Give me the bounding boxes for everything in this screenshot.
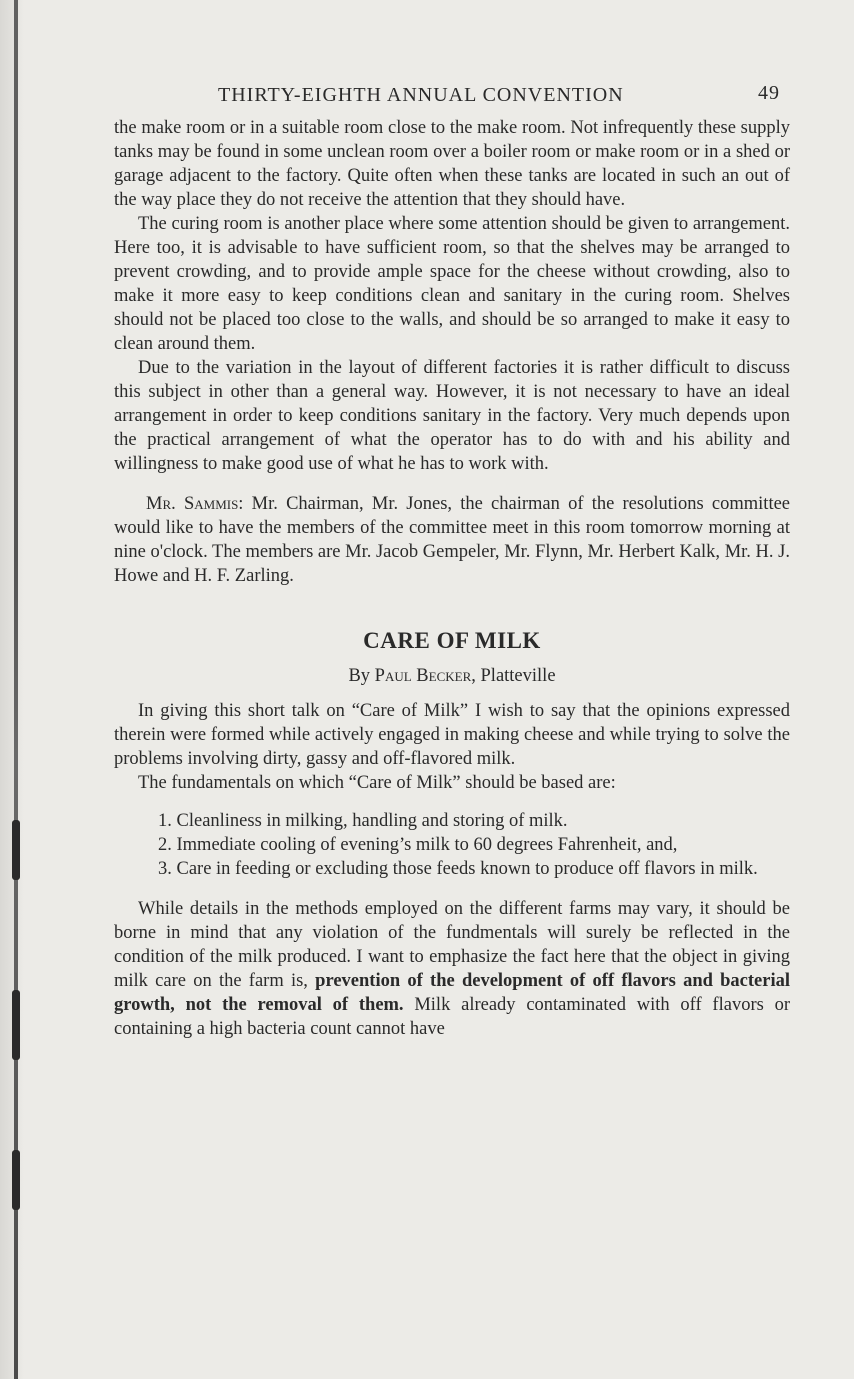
paragraph-supply-tanks: the make room or in a suitable room close to the make room. Not infrequently these supply tanks may be found in some unclean room over a boiler room or make room or in a shed or garage adjacent to the factory. Quite often when these tanks are located in such an out of the way place they do not receive the attention that they should have. (114, 118, 790, 210)
running-title: THIRTY-EIGHTH ANNUAL CONVENTION (218, 84, 624, 106)
book-page (114, 76, 790, 1041)
page-number: 49 (758, 82, 780, 104)
running-header (114, 76, 790, 116)
paragraph-intro: In giving this short talk on “Care of Milk” I wish to say that the opinions expressed therein were formed while actively engaged in making cheese and while trying to solve the problems involving dirty, gassy and off-flavored milk. (114, 701, 790, 769)
page-gutter (0, 0, 24, 1379)
speaker-name: Mr. Sammis: (146, 494, 244, 514)
methods-emphasis: prevention of the development of off flavors and bacterial growth, not the removal of them. (114, 971, 791, 1015)
methods-text-end: Milk already contaminated with off flavors or containing a high bacteria count cannot have (114, 995, 790, 1039)
binding-mark (12, 990, 20, 1060)
byline-prefix: By (348, 666, 371, 686)
list-item: 1. Cleanliness in milking, handling and storing of milk. (158, 811, 568, 831)
article-title: CARE OF MILK (363, 628, 541, 653)
methods-text-start: While details in the methods employed on the different farms may vary, it should be borne in mind that any violation of the fundmentals will surely be reflected in the condition of the milk produced. I want to emphasize the fact here that the object in giving milk care on the farm is, (114, 899, 790, 991)
paragraph-factory-layout: Due to the variation in the layout of different factories it is rather difficult to discuss this subject in other than a general way. However, it is not necessary to have an ideal arrangement in order to keep conditions sanitary in the factory. Very much depends upon the practical arrangement of what the operator has to do with and his ability and willingness to make good use of what he has to work with. (114, 358, 790, 474)
list-item: 2. Immediate cooling of evening’s milk to 60 degrees Fahrenheit, and, (158, 835, 678, 855)
speech-text: Mr. Chairman, Mr. Jones, the chairman of the resolutions committee would like to have the members of the committee meet in this room tomorrow morning at nine o'clock. The members are Mr. Jacob Gempeler, Mr. Flynn, Mr. Herbert Kalk, Mr. H. J. Howe and H. F. Zarling. (114, 494, 791, 586)
author-name: Paul Becker, (374, 666, 476, 686)
paragraph-methods (114, 897, 790, 1041)
paragraph-curing-room: The curing room is another place where some attention should be given to arrangement. Here too, it is advisable to have sufficient room, so that the shelves may be arranged to prevent crowding, and to provide ample space for the cheese without crowding, also to make it more easy to keep conditions clean and sanitary in the curing room. Shelves should not be placed too close to the walls, and should be so arranged to make it easy to clean around them. (114, 214, 790, 354)
list-item: 3. Care in feeding or excluding those feeds known to produce off flavors in milk. (158, 859, 758, 879)
fundamentals-list (114, 809, 790, 881)
binding-mark (12, 1150, 20, 1210)
byline (114, 666, 790, 687)
binding-mark (12, 820, 20, 880)
paragraph-fundamentals: The fundamentals on which “Care of Milk” should be based are: (138, 773, 616, 793)
author-place: Platteville (480, 666, 556, 686)
speech-paragraph (114, 492, 790, 588)
